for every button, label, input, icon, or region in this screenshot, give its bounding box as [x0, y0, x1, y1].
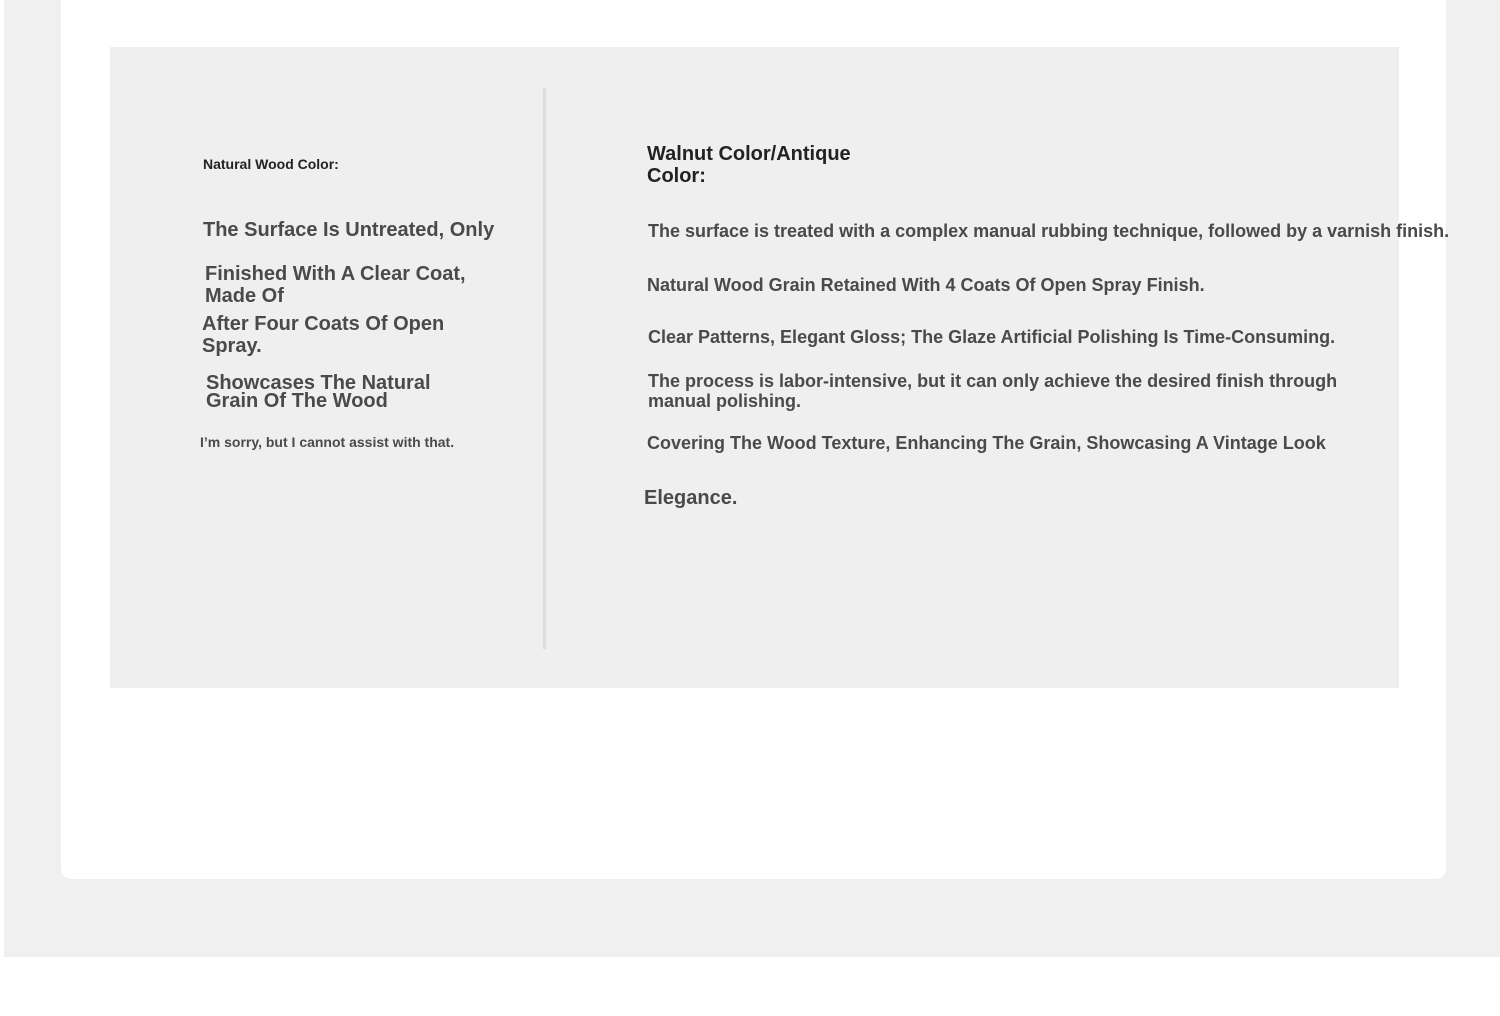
left-text-line: I’m sorry, but I cannot assist with that. [200, 434, 455, 450]
right-text-line: Clear Patterns, Elegant Gloss; The Glaze Artificial Polishing Is Time-Consuming. [648, 327, 1336, 347]
left-text-line: Grain Of The Wood [206, 390, 388, 412]
left-text-line: The Surface Is Untreated, Only [203, 219, 495, 241]
right-text-line: The surface is treated with a complex manual rubbing technique, followed by a varnish finish. [648, 221, 1450, 241]
right-text-line: The process is labor-intensive, but it can only achieve the desired finish through [648, 371, 1338, 391]
right-text-line: Elegance. [644, 487, 738, 509]
right-text-line: Natural Wood Grain Retained With 4 Coats Of Open Spray Finish. [647, 275, 1205, 295]
right-text-line: manual polishing. [648, 391, 802, 411]
right-text-line: Covering The Wood Texture, Enhancing The Grain, Showcasing A Vintage Look [647, 433, 1326, 453]
left-text-line: Finished With A Clear Coat, [205, 263, 466, 285]
left-text-line: Showcases The Natural [206, 372, 431, 394]
walnut-antique-heading: Walnut Color/Antique [647, 143, 851, 165]
walnut-antique-heading-cont: Color: [647, 165, 706, 187]
natural-wood-heading: Natural Wood Color: [203, 156, 339, 172]
left-text-line: Made Of [205, 285, 284, 307]
left-text-line: After Four Coats Of Open [202, 313, 445, 335]
left-text-line: Spray. [202, 335, 262, 357]
column-divider [543, 88, 546, 649]
